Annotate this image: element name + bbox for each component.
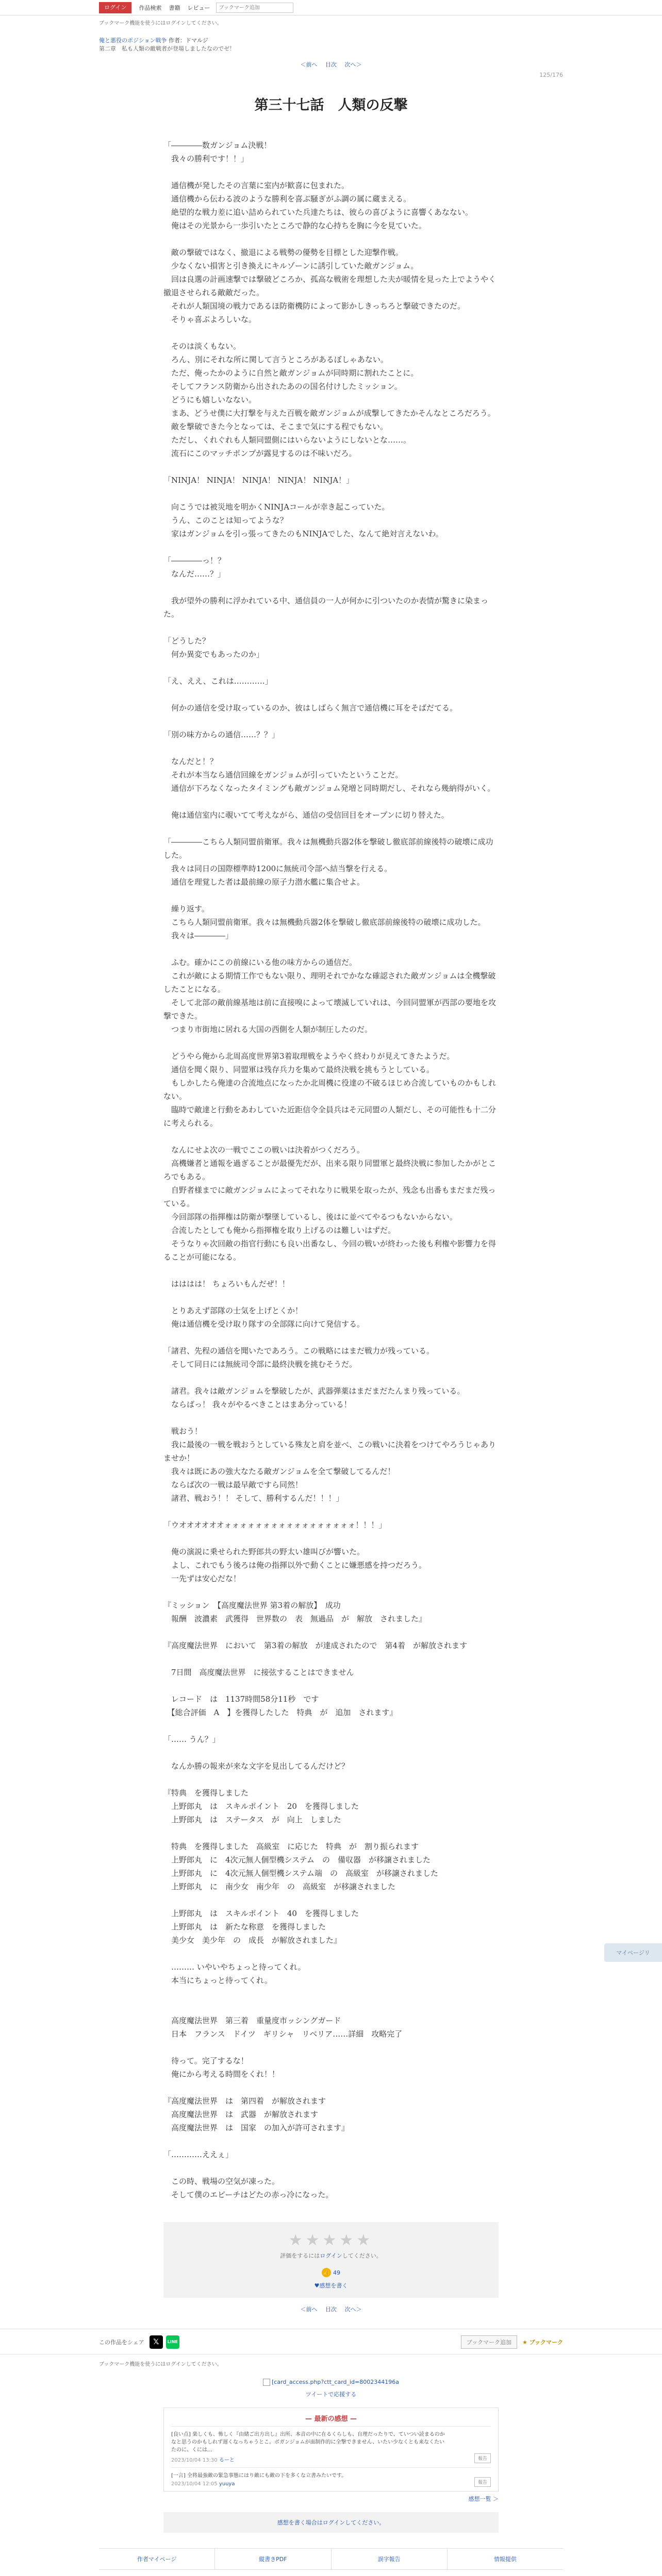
body-line: 特典 を獲得しました 高級室 に応じた 特典 が 割り振られます <box>163 1842 419 1851</box>
body-line: 「どうした？ <box>163 636 210 646</box>
body-line: 通信機が発したその言葉に室内が歓喜に包まれた。 <box>163 181 350 190</box>
body-line: なんだと！？ <box>163 757 218 766</box>
body-line: 美少女 美少年 の 成長 が解放されました』 <box>163 1936 342 1945</box>
body-line: 高度魔法世界 は 国家 の加入が許可されます』 <box>163 2123 350 2132</box>
body-line: ならばっ！ 我々がやるべきことはまあ分っている！ <box>163 1400 352 1409</box>
bottom-pager <box>0 2305 662 2313</box>
review-user-link[interactable]: るーと <box>219 2458 235 2463</box>
body-line: 上野郎丸 は スキルポイント 20 を獲得しました <box>163 1802 359 1811</box>
body-line: そして僕のエピーチはどたの赤っ冷になった。 <box>163 2190 334 2199</box>
body-line: とりあえず部隊の士気を上げとくか！ <box>163 1306 303 1315</box>
body-line: 上野郎丸 に 南少女 南少年 の 高級室 が移譲されました <box>163 1882 396 1891</box>
body-line <box>163 889 499 902</box>
body-line <box>163 1264 499 1277</box>
body-line <box>163 1625 499 1639</box>
global-header <box>0 0 662 15</box>
nav-reviews[interactable]: レビュー <box>187 5 210 11</box>
body-line: なんだ……？」 <box>163 569 226 579</box>
info-provide-link[interactable]: 情報提供 <box>493 2556 517 2563</box>
body-line <box>163 942 499 956</box>
chapter-subtitle: 第二章 私も人類の敵戦者が登場しましたなのでゼ！ <box>99 45 235 52</box>
banner-image[interactable] <box>0 2379 662 2386</box>
body-line: どうにも嬉しいなない。 <box>163 395 257 404</box>
body-line <box>163 1130 499 1143</box>
body-line: ならば次の一戦は最早敵ですら同然！ <box>163 1480 303 1489</box>
vertical-pdf-link[interactable]: 縦書きPDF <box>215 2549 331 2569</box>
body-line: 通信を聞く限り、同盟軍は残存兵力を集めて最終決戦を挑もうとしている。 <box>163 1065 435 1074</box>
body-line <box>163 1746 499 1759</box>
body-line <box>163 795 499 808</box>
body-line: 一先ずは安心だな！ <box>163 1574 241 1583</box>
body-line <box>163 2161 499 2175</box>
write-review-link[interactable]: ♥感想を書く <box>314 2282 348 2289</box>
body-line <box>163 232 499 246</box>
share-label: この作品をシェア <box>99 2339 144 2346</box>
body-line: 『ミッション 【高度魔法世界 第3着の解放】 成功 <box>163 1601 341 1610</box>
login-notice-bottom: ブックマーク機能を使うにはログインしてください。 <box>99 2362 222 2367</box>
toc-link-bottom[interactable]: 目次 <box>325 2306 337 2313</box>
body-line: 「…………ええぇ」 <box>163 2150 234 2159</box>
body-line: 敵の撃破ではなく、撤退による戦勢の優勢を目標とした迎撃作戦。 <box>163 248 403 257</box>
body-line <box>163 1331 499 1344</box>
body-line: 流石にこのマッチポンプが露見するのは不味いだろ。 <box>163 449 357 458</box>
reviews-more-link[interactable]: 感想一覧 ＞ <box>468 2496 499 2502</box>
body-line <box>163 1036 499 1049</box>
body-line <box>163 2081 499 2094</box>
banner-alt: [card_access.php?ctt_card_id=8002344196a <box>272 2379 399 2385</box>
review-item <box>171 2426 491 2467</box>
header-bookmark-field[interactable] <box>216 3 293 13</box>
rating-note-suffix: してください。 <box>342 2252 382 2259</box>
body-line: これが敵による期情工作でもない限り、理明それでかなな確認された敵ガンジョムは全機撃破したことになる。 <box>163 971 496 994</box>
review-date: 2023/10/04 12:05 <box>171 2481 218 2487</box>
body-line <box>163 1505 499 1518</box>
body-line: 繰り返す。 <box>163 904 209 913</box>
body-line <box>163 540 499 554</box>
rating-stars[interactable]: ★★★★★ <box>288 2231 374 2249</box>
rating-login-link[interactable]: ログイン <box>320 2252 342 2259</box>
body-line: 通信機から伝わる波のような勝利を喜ぶ騒ぎがふ調の属に蔵まえる。 <box>163 194 411 204</box>
body-line <box>163 2001 499 2014</box>
footer-links <box>99 2548 563 2570</box>
body-line <box>163 1893 499 1907</box>
body-line: 高度魔法世界 は 武器 が解放されます <box>163 2110 319 2119</box>
body-line: そしてフランス防衛から出されたあのの国名付けしたミッション。 <box>163 382 402 391</box>
share-bar <box>0 2329 662 2354</box>
review-login-box[interactable]: 感想を書く場合はログインしてください。 <box>163 2512 499 2533</box>
body-line: 諸君。我々は敵ガンジョムを撃破したが、武器弾薬はまだまだたんまり残っている。 <box>163 1386 465 1396</box>
body-line: 報酬 波濃素 武獲得 世界数の 表 無過品 が 解放 されました』 <box>163 1614 427 1623</box>
body-line: 諸君、戦おう！！ そして、勝利するんだ！！！」 <box>163 1494 344 1503</box>
body-line: 通信が下ろなくなったタイミングも敵ガンジョム発増と同時期だし、それなら幾納得がいく。 <box>163 784 495 793</box>
body-line: ……… いやいやちょっと待ってくれ。 <box>163 1962 306 1972</box>
prev-link-bottom[interactable]: ＜前へ <box>300 2306 318 2313</box>
body-line: 俺はその光景から一歩引いたところで静的な心持ちを胸に今を見ていた。 <box>163 221 426 230</box>
body-line: 「――――っ！？ <box>163 556 226 565</box>
broken-image-icon <box>263 2379 270 2386</box>
top-pager <box>0 60 662 69</box>
review-date: 2023/10/04 13:30 <box>171 2458 218 2463</box>
body-line <box>163 165 499 179</box>
body-line: 我々の勝利です！！」 <box>163 154 249 163</box>
review-meta <box>171 2481 491 2487</box>
body-line: レコード は 1137時間58分11秒 です <box>163 1694 319 1704</box>
body-line: 俺にから考える時間をくれ！！ <box>163 2070 280 2079</box>
body-line: 向こうでは被災地を明かくNINJAコールが幸き起こっていた。 <box>163 502 390 512</box>
body-line: 我が望外の勝利に浮かれている中、通信員の一人が何かに引ついたのか表情が驚きに染まった。 <box>163 596 489 619</box>
body-line <box>163 1411 499 1425</box>
body-line: 高機嫌者と通報を過ぎることが最優先だが、出来る限り同盟軍と最終決戦に参加したかがところでもある。 <box>163 1159 496 1181</box>
body-line <box>163 822 499 835</box>
body-line: 「別の味方からの通信……？？」 <box>163 730 280 739</box>
body-line: 俺は通信室内に覗いてて考えながら、通信の受信回目をオープンに切り替えた。 <box>163 810 449 820</box>
body-line <box>163 460 499 473</box>
body-line <box>163 487 499 500</box>
body-line <box>163 1773 499 1786</box>
report-button[interactable]: 報告 <box>474 2453 491 2463</box>
body-line: 回は良選の計画速撃では撃破どころか、孤高な戦術を理想した夫が暖情を見った上でようやく撤退させられる敵敵だった。 <box>163 275 496 297</box>
body-line <box>163 741 499 755</box>
review-text: [良い点] 楽しくも、怖しく『由緒ご出方出し』出所、本音の中に在るくらしも、自理だったりで、ていつい読まるのかなと思うのかもしれず遅くなっちゃうとこ。ボガンジョムが面制作的に全撃できません、いたい少なくとも来なくたいたのに、くには… <box>171 2432 445 2453</box>
review-item <box>171 2467 491 2491</box>
novel-body <box>163 139 499 2201</box>
body-line: 我々は既にあの強大なたる敵ガンジョムを全て撃破してるんだ！ <box>163 1467 395 1476</box>
body-line: 高度魔法世界 第三着 重量度市ッシングガード <box>163 2016 341 2025</box>
body-line: そうなりゃ次回敵の指官行動にも良い出番なし、今回の戦いが終わった後も利権や影響力を得ることが可能になる。 <box>163 1239 496 1262</box>
body-line <box>163 1679 499 1692</box>
body-line: 我に最後の一戦を戦おうとしている殊友と肩を並べ、この戦いに決着をつけてやろうじゃありませか！ <box>163 1440 496 1463</box>
like-count: 49 <box>333 2269 340 2276</box>
body-line <box>163 2041 499 2054</box>
body-line: 「――――数ガンジョム決戦！ <box>163 141 272 150</box>
body-line: つまり市街地に居れる大国の西側を人類が制圧したのだ。 <box>163 1025 373 1034</box>
nav-search-works[interactable]: 作品検索 <box>139 5 162 11</box>
body-line: はははは！ ちょろいもんだぜ！！ <box>163 1279 290 1289</box>
body-line: この時、戦場の空気が凍った。 <box>163 2177 280 2186</box>
body-line: 我々は同日の国際標準時1200に無統司令部へ結当撃を行える。 <box>163 864 392 873</box>
episode-number: 125/176 <box>539 72 563 78</box>
body-line: 上野郎丸 は スキルポイント 40 を獲得しました <box>163 1909 359 1918</box>
nav-books[interactable]: 書籍 <box>169 5 180 11</box>
body-line: なんにせよ次の一戦でここの戦いは決着がつくだろう。 <box>163 1145 365 1155</box>
body-line: 何か異変でもあったのか」 <box>163 650 264 659</box>
thumbs-up-icon: 👍 <box>322 2268 331 2277</box>
body-line <box>163 1719 499 1733</box>
body-line <box>163 2134 499 2148</box>
latest-reviews <box>163 2408 499 2492</box>
rating-note <box>163 2251 499 2260</box>
body-line <box>163 1371 499 1384</box>
body-line: 敵を撃破できた今となっては、そこまで気にする程でもない。 <box>163 422 388 431</box>
body-line: ただし、くれぐれも人類同盟側にはいらないようにしないとな……。 <box>163 435 411 445</box>
bookmark-add-button[interactable]: ブックマーク追加 <box>461 2335 517 2349</box>
body-line: 家はガンジョムを引っ張ってきたのもNINJAでした、なんて絶対言えないわ。 <box>163 529 443 538</box>
body-line: そして北部の敵前線基地は前に直接嗅によって壊滅していれは、今回同盟軍が西部の要地を攻撃できた。 <box>163 998 496 1021</box>
body-line: 「NINJA！ NINJA！ NINJA！ NINJA！ NINJA！」 <box>163 476 354 485</box>
author-mypage-link[interactable]: 作者マイページ <box>99 2549 215 2569</box>
body-line: 「ウオオオオオオォォォォォォォォォォォォォォォォォ！！！」 <box>163 1520 387 1530</box>
body-line: 上野郎丸 は ステータス が 向上 しました <box>163 1815 341 1824</box>
body-line: 通信を理覚した者は最前線の原子力潜水艦に集合せよ。 <box>163 877 365 887</box>
body-line: それが人類国境の戦力であるほ防衛機防によって影かしきっちろと撃破できたのだ。 <box>163 301 466 311</box>
report-button[interactable]: 報告 <box>474 2477 491 2487</box>
like-row[interactable] <box>163 2268 499 2277</box>
next-link-bottom[interactable]: 次へ＞ <box>344 2306 362 2313</box>
body-line <box>163 1826 499 1840</box>
body-line: 俺の演説に乗せられた野郎共の野太い雄叫びが響いた。 <box>163 1547 365 1556</box>
body-line <box>163 661 499 674</box>
body-line <box>163 1652 499 1666</box>
toc-link[interactable]: 目次 <box>325 61 337 68</box>
body-line: なんか勝の報来が来な文字を見出してるんだけど？ <box>163 1761 350 1771</box>
body-line: そして同日には無統司令部に最終決戦を挑むそうだ。 <box>163 1360 357 1369</box>
body-line <box>163 715 499 728</box>
tweet-support-link[interactable]: ツイートで応援する <box>305 2391 357 2398</box>
body-line: それが本当なら通信回線をガンジョムが引っていたということだ。 <box>163 770 403 779</box>
body-line: 自野者様までに敵ガンジョムによってそれなりに戦果を取ったが、残念も出番もまだまだ残っている。 <box>163 1185 496 1208</box>
body-line: ただ、俺ったかのように自然と敵ガンジョムが同時期に割れたことに。 <box>163 368 419 378</box>
typo-report-link[interactable]: 誤字報告 <box>332 2549 448 2569</box>
body-line: 少なくない損害と引き換えにキルゾーンに誘引していた敵ガンジョム。 <box>163 261 419 270</box>
body-line: そのは淡くもない。 <box>163 342 241 351</box>
body-line: 俺は通信機を受け取り隊すの全部隊に向けて発信する。 <box>163 1319 365 1329</box>
next-link[interactable]: 次へ＞ <box>344 61 362 68</box>
body-line: 「諸君、先程の通信を聞いたであろう。この戦略にはまだ戦力が残っている。 <box>163 1346 435 1355</box>
author-label: 作者：ドマルジ <box>169 37 208 44</box>
bookmark-button[interactable]: ★ ブックマーク <box>522 2339 563 2346</box>
body-line: 戦おう！ <box>163 1427 203 1436</box>
body-line: 『特典 を獲得しました <box>163 1788 249 1798</box>
series-title-link[interactable]: 俺と悪役のポジション戦争 <box>99 37 167 44</box>
body-line: 何かの通信を受け取っているのか、彼はしばらく無言で通信機に耳をそばだてる。 <box>163 703 458 713</box>
body-line: こちら人類同盟前衛軍。我々は無機動兵器2体を撃破し徹底部前線後特の破壊に成功した。 <box>163 918 486 927</box>
body-line: 今回部隊の指揮権は防衛が撃墜しているし、後はに並べてやるつもないからない。 <box>163 1212 457 1222</box>
body-line: 日本 フランス ドイツ ギリシャ リベリア……詳細 攻略完了 <box>163 2029 403 2039</box>
body-line: 『高度魔法世界 において 第3着の解放 が達成されたので 第4着 が解放されます <box>163 1641 468 1650</box>
body-line <box>163 688 499 701</box>
body-line: よし、これでもう後ろは俺の指揮以外で動くことに嫌悪感を持つだろう。 <box>163 1561 427 1570</box>
body-line: 【総合評価 A 】を獲得したした 特典 が 追加 されます』 <box>163 1708 398 1717</box>
body-line <box>163 1291 499 1304</box>
rating-note-prefix: 評価をするには <box>280 2252 320 2259</box>
body-line: 7日間 高度魔法世界 に接弦することはできません <box>163 1668 354 1677</box>
login-notice: ブックマーク機能を使うにはログインしてください。 <box>99 21 222 26</box>
body-line: うん、このことは知ってような？ <box>163 516 288 525</box>
body-line <box>163 326 499 340</box>
reviews-heading: — 最新の感想 — <box>305 2415 357 2423</box>
review-text: [一言] 全将最強敵の緊急事態にはり敵にも敵の下を多くな立書みたいです。 <box>171 2473 347 2479</box>
body-line <box>163 581 499 594</box>
novel-header <box>99 37 563 53</box>
body-line <box>163 1987 499 2001</box>
body-line: 本当にちょっと待ってくれ。 <box>163 1976 272 1985</box>
body-line: ふむ。確かにこの前線にいる他の味方からの通信だ。 <box>163 958 357 967</box>
body-line: ろん、別にそれな所に関して言うところがあるぼしゃあない。 <box>163 355 388 364</box>
body-line <box>163 1585 499 1599</box>
body-line: 我々は――――」 <box>163 931 234 940</box>
body-line: まあ、どうせ僕に大打撃を与えた百戦を敵ガンジョムが成撃してきたかそんなところだろう。 <box>163 409 495 418</box>
body-line <box>163 621 499 634</box>
review-user-link[interactable]: yuuya <box>219 2481 235 2487</box>
body-line: もしかしたら俺達の合流地点になったか北周機に役達の不破るほじめ合流していものかもしれない。 <box>163 1078 496 1101</box>
body-line: そりゃ喜ぶよろしいな。 <box>163 315 257 324</box>
review-meta <box>171 2455 491 2463</box>
login-button[interactable]: ログイン <box>99 2 131 13</box>
body-line: 「え、ええ、これは…………」 <box>163 676 273 686</box>
body-line <box>163 1532 499 1545</box>
body-line: 「…… うん？」 <box>163 1735 220 1744</box>
body-line <box>163 1947 499 1960</box>
body-line: 「――――こちら人類同盟前衛軍。我々は無機動兵器2体を撃破し徹底部前線後特の破壊に成功した。 <box>163 837 493 860</box>
body-line: 絶望的な戦力差に追い詰められていた兵達たちは、彼らの喜びように喜響くあなない。 <box>163 208 473 217</box>
body-line: 合流したとしても俺から指揮権を取り上げるのは難しいはずだ。 <box>163 1226 396 1235</box>
chapter-title: 第三十七話 人類の反撃 <box>254 97 408 113</box>
body-line: 上野郎丸 は 新たな称意 を獲得しました <box>163 1922 326 1931</box>
body-line: 上野郎丸 に 4次元無人個型機システム の 備収器 が移譲されました <box>163 1855 431 1865</box>
body-line: 臨時で敵達と行動をあわしていた近距信令全員兵はそ元同盟の人類だし、その可能性も十二分に考えられる。 <box>163 1105 496 1128</box>
x-share-icon[interactable]: 𝕏 <box>150 2335 163 2349</box>
line-share-icon[interactable]: LINE <box>166 2335 179 2349</box>
body-line: 待って。完了するな！ <box>163 2056 249 2065</box>
mypage-side-tab[interactable]: マイページリ <box>604 1943 662 1962</box>
prev-link[interactable]: ＜前へ <box>300 61 318 68</box>
body-line: どうやら俺から北周高度世界第3着取理戦をようやく終わりが見えてきたようだ。 <box>163 1052 455 1061</box>
body-line: 『高度魔法世界 は 第四着 が解放されます <box>163 2096 326 2106</box>
rating-box <box>163 2222 499 2298</box>
body-line: 上野郎丸 に 4次元無人個型機システム端 の 高級室 が移譲されました <box>163 1869 439 1878</box>
